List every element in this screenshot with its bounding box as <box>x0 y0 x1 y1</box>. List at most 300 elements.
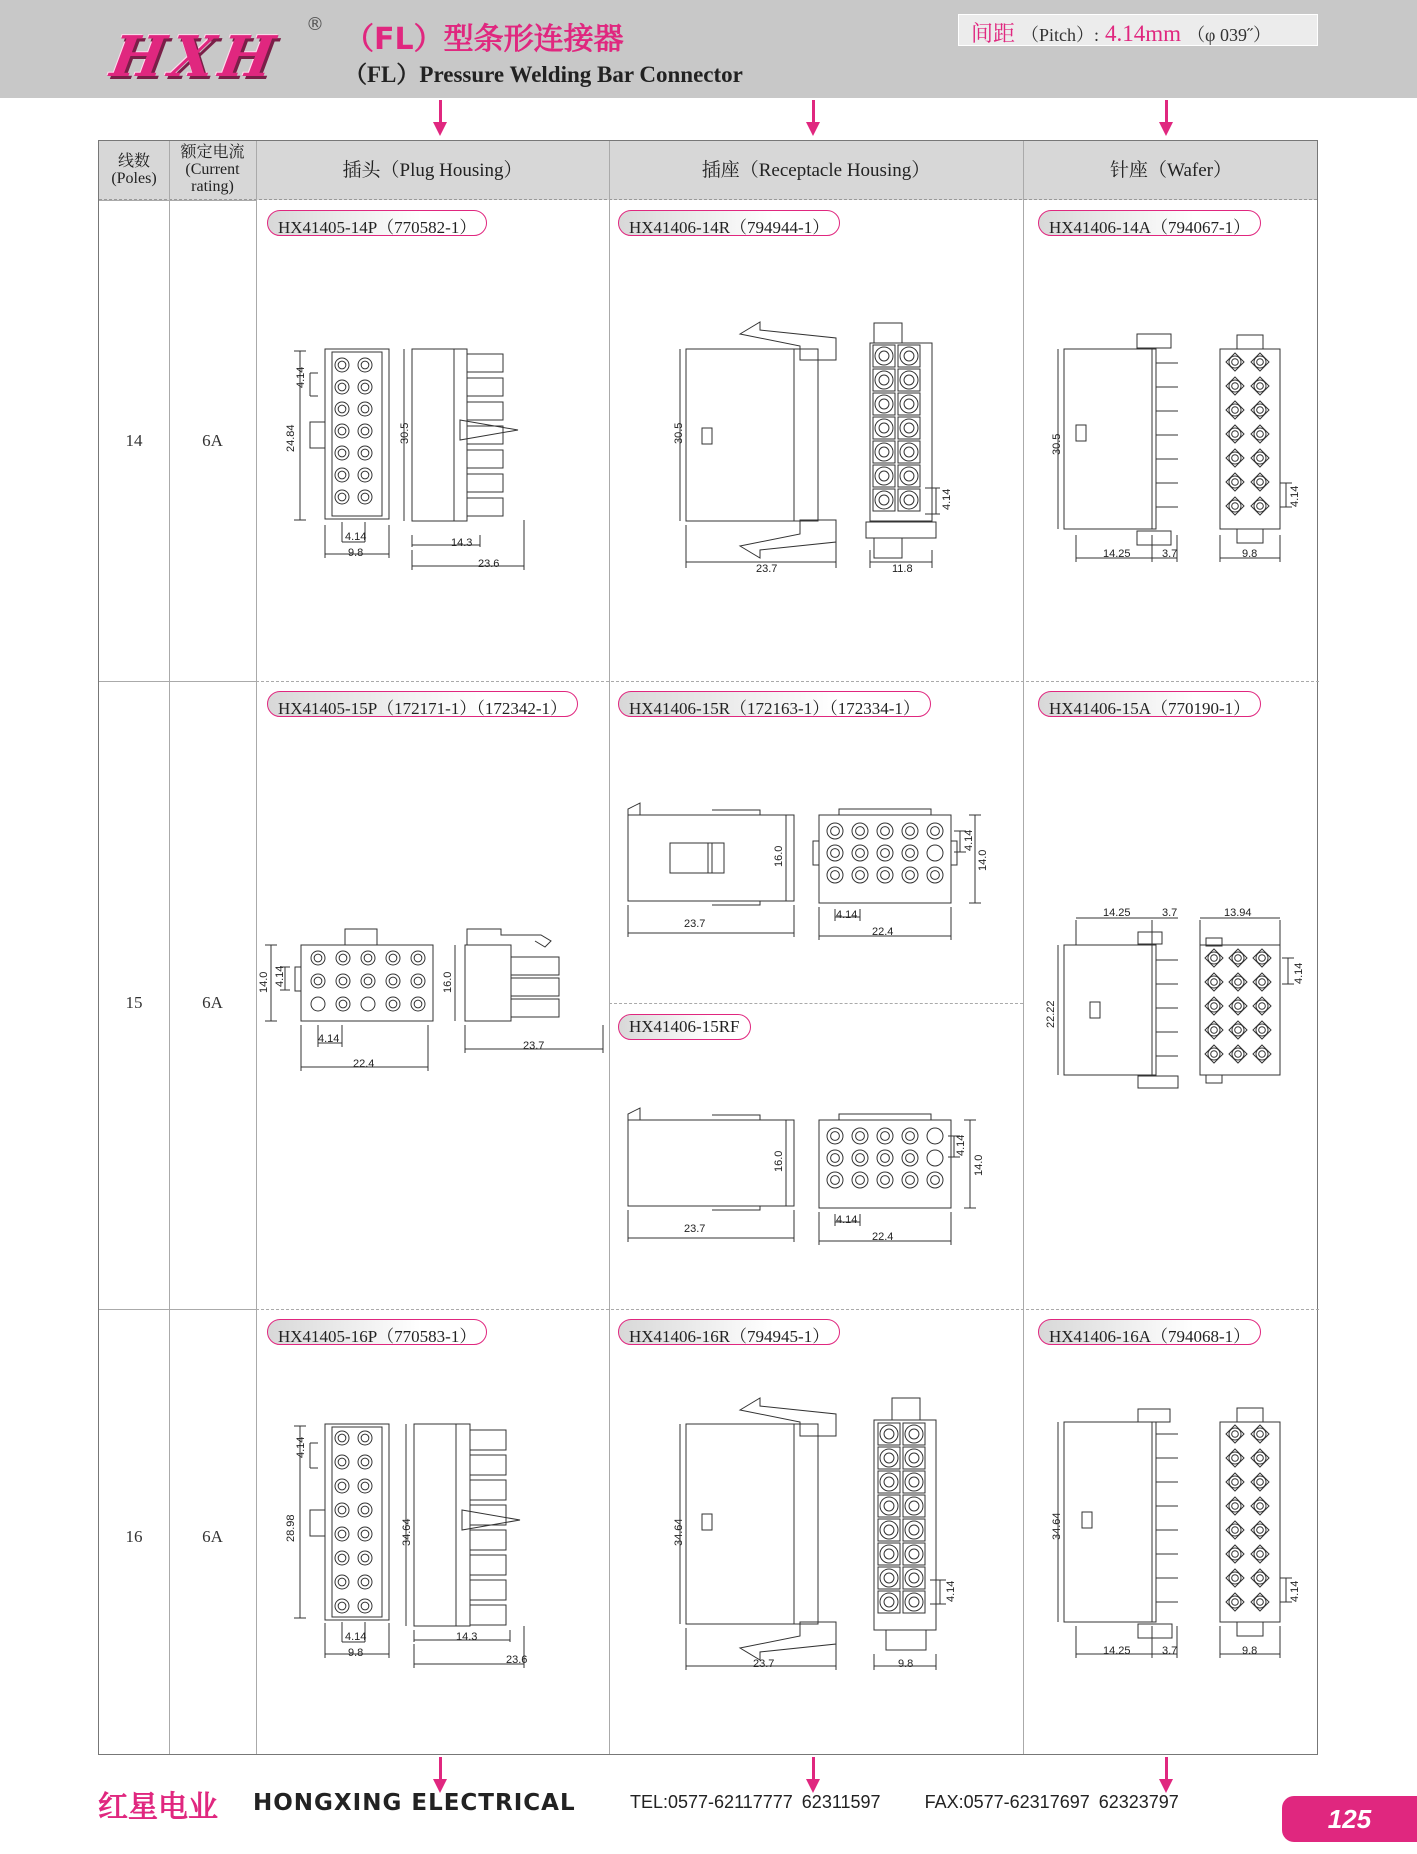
pin-cavity-inner <box>909 1573 919 1583</box>
pin-cavity <box>1254 500 1266 512</box>
pin-cavity-inner <box>904 351 914 361</box>
pin-cavity <box>1229 1428 1241 1440</box>
pin-cavity <box>311 951 325 965</box>
dim-label: 23.7 <box>684 918 706 930</box>
pin-cavity <box>335 1431 349 1445</box>
pin-cavity-inner <box>361 1530 369 1538</box>
cavity-frame <box>903 1519 925 1541</box>
pin-cavity <box>1254 1452 1266 1464</box>
cavity-frame <box>898 465 920 487</box>
pin-cavity-inner <box>1257 1503 1264 1510</box>
pin-cavity <box>358 1575 372 1589</box>
pin-cavity <box>827 1128 843 1144</box>
pin-cavity <box>335 380 349 394</box>
pin-cavity <box>336 951 350 965</box>
pin-cavity-inner <box>1259 955 1266 962</box>
pin-cavity <box>900 467 918 485</box>
cavity-frame <box>878 1495 900 1517</box>
dim-label: 23.7 <box>753 1658 775 1670</box>
pin-cavity-inner <box>1232 383 1239 390</box>
pin-cavity <box>335 446 349 460</box>
dim-label: 4.14 <box>1293 962 1305 984</box>
pin-cavity-inner <box>906 1154 915 1163</box>
cavity-frame <box>903 1423 925 1445</box>
pitch-label-cn: 间距 <box>971 22 1016 47</box>
pin-cavity-inner <box>1232 431 1239 438</box>
pin-cavity-inner <box>906 1132 915 1141</box>
part-tag: HX41405-14P（770582-1） <box>267 210 487 236</box>
pin-cavity-inner <box>879 447 889 457</box>
pin-cavity <box>880 1449 898 1467</box>
pin-cavity-inner <box>879 399 889 409</box>
pin-cavity-inner <box>1211 1003 1218 1010</box>
pin-cavity <box>358 424 372 438</box>
dim-label: 16.0 <box>773 845 785 867</box>
pin-cavity <box>877 1172 893 1188</box>
pin-cavity <box>880 1473 898 1491</box>
pin-cavity-inner <box>831 1154 840 1163</box>
dim-label: 4.14 <box>836 909 858 921</box>
pin-cavity <box>880 1521 898 1539</box>
pin-cavity <box>311 997 325 1011</box>
dim-label: 30.5 <box>399 422 411 444</box>
pin-cavity-inner <box>414 954 422 962</box>
dim-label: 23.7 <box>523 1040 545 1052</box>
pin-cavity-inner <box>856 871 865 880</box>
brand-chinese: 红星电业 <box>98 1790 218 1825</box>
pin-cavity-inner <box>338 1578 346 1586</box>
dim-label: 4.14 <box>345 531 367 543</box>
pin-cavity <box>905 1473 923 1491</box>
pin-cavity-inner <box>314 977 322 985</box>
pin-cavity <box>335 402 349 416</box>
dim-label: 14.0 <box>977 849 989 871</box>
pin-cavity <box>358 468 372 482</box>
dim-label: 4.14 <box>1289 485 1301 507</box>
pin-cavity-inner <box>361 383 369 391</box>
dim-label: 22.4 <box>872 926 894 938</box>
pin-cavity <box>1229 1452 1241 1464</box>
arrow-down-icon <box>1159 100 1173 136</box>
pin-cavity <box>927 823 943 839</box>
pin-cavity-inner <box>1232 455 1239 462</box>
pin-cavity <box>1208 1024 1220 1036</box>
pin-cavity-inner <box>1211 1027 1218 1034</box>
dim-label: 28.98 <box>285 1514 297 1542</box>
pin-cavity-inner <box>831 827 840 836</box>
pin-cavity-inner <box>884 1597 894 1607</box>
dim-label: 14.25 <box>1103 1645 1131 1657</box>
pin-cavity-inner <box>338 427 346 435</box>
pin-cavity <box>900 419 918 437</box>
pin-cavity <box>877 823 893 839</box>
pin-cavity <box>358 446 372 460</box>
pin-cavity-inner <box>906 1176 915 1185</box>
pin-cavity-inner <box>1257 359 1264 366</box>
pin-cavity <box>358 1551 372 1565</box>
cavity-frame <box>878 1423 900 1445</box>
pin-cavity-inner <box>909 1501 919 1511</box>
pin-cavity <box>827 1150 843 1166</box>
pin-cavity <box>335 1479 349 1493</box>
pin-cavity-inner <box>364 977 372 985</box>
pin-cavity <box>927 1150 943 1166</box>
cavity-frame <box>873 489 895 511</box>
pin-cavity <box>880 1569 898 1587</box>
pin-cavity <box>880 1425 898 1443</box>
pin-cavity <box>905 1593 923 1611</box>
pin-cavity-inner <box>1235 1003 1242 1010</box>
pin-cavity <box>335 1551 349 1565</box>
pin-cavity <box>1208 976 1220 988</box>
pin-cavity-inner <box>1257 407 1264 414</box>
pin-cavity-inner <box>1235 1051 1242 1058</box>
pin-cavity <box>311 974 325 988</box>
pin-cavity <box>1254 1476 1266 1488</box>
cavity-frame <box>898 417 920 439</box>
pin-cavity <box>411 974 425 988</box>
part-tag: HX41406-16R（794945-1） <box>618 1319 840 1345</box>
dim-label: 4.14 <box>318 1033 340 1045</box>
pin-cavity-inner <box>1235 979 1242 986</box>
pin-cavity <box>1254 404 1266 416</box>
pin-cavity-inner <box>931 871 940 880</box>
page-header <box>0 0 1417 98</box>
pin-cavity <box>1232 976 1244 988</box>
pin-cavity-inner <box>1257 1455 1264 1462</box>
dim-label: 16.0 <box>442 971 454 993</box>
pin-cavity <box>1256 1000 1268 1012</box>
pin-cavity <box>875 443 893 461</box>
pin-cavity-inner <box>389 954 397 962</box>
pin-cavity <box>1229 452 1241 464</box>
pin-cavity-inner <box>909 1453 919 1463</box>
receptacle-housing-drawing <box>660 1392 980 1682</box>
pin-cavity-inner <box>909 1429 919 1439</box>
pin-cavity-inner <box>1232 1479 1239 1486</box>
pin-cavity <box>1254 428 1266 440</box>
pin-cavity <box>411 997 425 1011</box>
title-chinese: （FL）型条形连接器 <box>344 22 624 57</box>
pin-cavity <box>902 845 918 861</box>
dim-label: 14.0 <box>258 971 270 993</box>
dim-label: 22.4 <box>353 1058 375 1070</box>
pin-cavity <box>852 823 868 839</box>
dim-label: 14.25 <box>1103 548 1131 560</box>
pin-cavity <box>335 1455 349 1469</box>
hxh-logo: HXH <box>106 24 286 90</box>
telephone: TEL:0577-62117777 62311597 <box>630 1792 881 1812</box>
pin-cavity <box>1229 500 1241 512</box>
pin-cavity-inner <box>1232 1575 1239 1582</box>
pin-cavity-inner <box>1232 479 1239 486</box>
pin-cavity <box>877 1128 893 1144</box>
pin-cavity <box>361 997 375 1011</box>
pin-cavity <box>411 951 425 965</box>
cavity-frame <box>903 1471 925 1493</box>
pin-cavity-inner <box>831 871 840 880</box>
pin-cavity-inner <box>338 449 346 457</box>
cavity-frame <box>903 1495 925 1517</box>
pin-cavity <box>1229 1500 1241 1512</box>
pin-cavity <box>1229 404 1241 416</box>
pin-cavity-inner <box>361 361 369 369</box>
pin-cavity <box>335 490 349 504</box>
pitch-inch: （φ 039˝） <box>1187 25 1271 45</box>
pin-cavity <box>1208 952 1220 964</box>
pin-cavity <box>852 867 868 883</box>
contact-info <box>630 1792 1179 1813</box>
cavity-frame <box>898 369 920 391</box>
poles-value: 14 <box>125 431 143 450</box>
pin-cavity <box>1254 476 1266 488</box>
pin-cavity <box>827 845 843 861</box>
pin-cavity <box>877 845 893 861</box>
pin-cavity-inner <box>884 1549 894 1559</box>
pin-cavity-inner <box>881 1176 890 1185</box>
pin-cavity-inner <box>339 977 347 985</box>
dim-label: 22.22 <box>1045 1000 1057 1028</box>
column-header-plug: 插头（Plug Housing） <box>342 159 523 181</box>
dim-label: 4.14 <box>836 1214 858 1226</box>
pin-cavity <box>902 1150 918 1166</box>
title-english: （FL）Pressure Welding Bar Connector <box>344 62 743 87</box>
pin-cavity <box>335 1503 349 1517</box>
pin-cavity <box>880 1497 898 1515</box>
pin-cavity <box>900 491 918 509</box>
pin-cavity <box>1254 1572 1266 1584</box>
pin-cavity-inner <box>1257 455 1264 462</box>
plug-housing-drawing <box>280 340 580 580</box>
pin-cavity-inner <box>881 1154 890 1163</box>
pin-cavity <box>880 1545 898 1563</box>
wafer-drawing <box>1040 900 1310 1095</box>
pin-cavity <box>875 467 893 485</box>
pin-cavity-inner <box>856 1132 865 1141</box>
dim-label: 14.3 <box>451 537 473 549</box>
dim-label: 22.4 <box>872 1231 894 1243</box>
pin-cavity <box>905 1425 923 1443</box>
pin-cavity <box>900 347 918 365</box>
pin-cavity-inner <box>338 1554 346 1562</box>
pin-cavity <box>927 845 943 861</box>
receptacle-housing-drawing <box>660 310 980 580</box>
pin-cavity <box>905 1449 923 1467</box>
pin-cavity-inner <box>361 405 369 413</box>
pin-cavity-inner <box>884 1477 894 1487</box>
pin-cavity <box>900 371 918 389</box>
pin-cavity-inner <box>879 375 889 385</box>
dim-label: 9.8 <box>898 1658 914 1670</box>
pin-cavity-inner <box>1232 503 1239 510</box>
pin-cavity-inner <box>1232 407 1239 414</box>
pin-cavity <box>852 1128 868 1144</box>
pin-cavity <box>902 1128 918 1144</box>
pin-cavity-inner <box>339 954 347 962</box>
dim-label: 14.25 <box>1103 907 1131 919</box>
pin-cavity <box>358 490 372 504</box>
pin-cavity <box>1208 1048 1220 1060</box>
pin-cavity <box>1254 452 1266 464</box>
dim-label: 4.14 <box>1289 1580 1301 1602</box>
pin-cavity <box>361 951 375 965</box>
pin-cavity-inner <box>338 493 346 501</box>
arrow-down-icon <box>433 100 447 136</box>
pitch-value: 4.14mm <box>1105 21 1182 46</box>
pin-cavity-inner <box>361 1602 369 1610</box>
pin-cavity <box>358 1431 372 1445</box>
pin-cavity-inner <box>1232 1599 1239 1606</box>
pin-cavity-inner <box>879 495 889 505</box>
pin-cavity-inner <box>338 1482 346 1490</box>
pin-cavity-inner <box>909 1477 919 1487</box>
pin-cavity-inner <box>361 1578 369 1586</box>
pin-cavity <box>358 358 372 372</box>
cavity-frame <box>878 1567 900 1589</box>
current-value: 6A <box>202 993 223 1012</box>
pin-cavity <box>335 468 349 482</box>
pin-cavity-inner <box>831 1132 840 1141</box>
dim-label: 4.14 <box>963 829 975 851</box>
current-value: 6A <box>202 1527 223 1546</box>
pin-cavity <box>1232 1000 1244 1012</box>
pin-cavity <box>1232 1048 1244 1060</box>
pin-cavity-inner <box>339 1000 347 1008</box>
pin-cavity <box>1229 356 1241 368</box>
dim-label: 23.6 <box>478 558 500 570</box>
pin-cavity-inner <box>906 849 915 858</box>
pin-cavity <box>927 1172 943 1188</box>
pin-cavity <box>827 1172 843 1188</box>
pin-cavity-inner <box>1211 955 1218 962</box>
pin-cavity-inner <box>931 827 940 836</box>
pin-cavity <box>1254 1596 1266 1608</box>
cavity-frame <box>878 1447 900 1469</box>
pin-cavity-inner <box>884 1429 894 1439</box>
pin-cavity-inner <box>338 1506 346 1514</box>
dim-label: 34.64 <box>1051 1512 1063 1540</box>
dim-label: 14.0 <box>973 1154 985 1176</box>
pin-cavity <box>336 974 350 988</box>
wafer-drawing <box>1040 1400 1310 1670</box>
pin-cavity-inner <box>1257 1527 1264 1534</box>
pin-cavity-inner <box>909 1549 919 1559</box>
page-footer <box>0 1782 1417 1854</box>
dim-label: 9.8 <box>1242 548 1258 560</box>
brand-english: HONGXING ELECTRICAL <box>253 1790 576 1816</box>
dim-label: 9.8 <box>1242 1645 1258 1657</box>
part-tag: HX41405-16P（770583-1） <box>267 1319 487 1345</box>
pin-cavity <box>1229 428 1241 440</box>
part-tag: HX41406-14A（794067-1） <box>1038 210 1261 236</box>
pin-cavity <box>358 1479 372 1493</box>
pin-cavity-inner <box>879 351 889 361</box>
dim-label: 34.64 <box>673 1518 685 1546</box>
pin-cavity <box>875 395 893 413</box>
dim-label: 4.14 <box>345 1631 367 1643</box>
pin-cavity-inner <box>881 849 890 858</box>
pin-cavity-inner <box>364 954 372 962</box>
pin-cavity-inner <box>361 1554 369 1562</box>
dim-label: 9.8 <box>348 1647 364 1659</box>
part-tag: HX41406-15RF <box>618 1014 751 1040</box>
pin-cavity <box>902 823 918 839</box>
pin-cavity-inner <box>1259 1027 1266 1034</box>
pin-cavity-inner <box>909 1597 919 1607</box>
pin-cavity-inner <box>884 1573 894 1583</box>
pin-cavity-inner <box>904 399 914 409</box>
dim-label: 14.3 <box>456 1631 478 1643</box>
pin-cavity <box>905 1569 923 1587</box>
pin-cavity-inner <box>1232 1527 1239 1534</box>
dim-label: 13.94 <box>1224 907 1252 919</box>
pin-cavity-inner <box>338 1530 346 1538</box>
pin-cavity <box>386 997 400 1011</box>
pin-cavity <box>386 974 400 988</box>
cavity-frame <box>903 1591 925 1613</box>
cavity-frame <box>873 465 895 487</box>
pin-cavity <box>905 1521 923 1539</box>
cavity-frame <box>898 393 920 415</box>
pin-cavity <box>902 867 918 883</box>
pin-cavity <box>336 997 350 1011</box>
pin-cavity <box>335 358 349 372</box>
pin-cavity <box>852 845 868 861</box>
pin-cavity-inner <box>879 471 889 481</box>
pin-cavity <box>1256 1024 1268 1036</box>
pin-cavity <box>877 1150 893 1166</box>
pin-cavity-inner <box>361 1434 369 1442</box>
pin-cavity <box>827 823 843 839</box>
pin-cavity <box>900 395 918 413</box>
pin-cavity <box>335 424 349 438</box>
pin-cavity <box>1254 1500 1266 1512</box>
pin-cavity <box>1208 1000 1220 1012</box>
pin-cavity-inner <box>856 1154 865 1163</box>
column-header-current: 额定电流 (Current rating) <box>180 144 245 195</box>
dim-label: 3.7 <box>1162 907 1178 919</box>
pin-cavity-inner <box>831 849 840 858</box>
dim-label: 16.0 <box>773 1150 785 1172</box>
pin-cavity <box>902 1172 918 1188</box>
pin-cavity <box>1254 1524 1266 1536</box>
dim-label: 34.64 <box>401 1518 413 1546</box>
poles-value: 15 <box>125 993 143 1012</box>
part-tag: HX41406-14R（794944-1） <box>618 210 840 236</box>
pin-cavity-inner <box>1232 1551 1239 1558</box>
pin-cavity-inner <box>338 361 346 369</box>
pin-cavity-inner <box>904 495 914 505</box>
dim-label: 4.14 <box>955 1134 967 1156</box>
current-value: 6A <box>202 431 223 450</box>
pin-cavity <box>1229 1476 1241 1488</box>
dim-label: 3.7 <box>1162 548 1178 560</box>
pin-cavity <box>358 1599 372 1613</box>
pin-cavity-inner <box>884 1525 894 1535</box>
registered-mark: ® <box>306 14 324 35</box>
pin-cavity <box>1254 356 1266 368</box>
page-number: 125 <box>1282 1796 1417 1842</box>
receptacle-housing-drawing <box>620 795 1020 945</box>
dim-label: 4.14 <box>945 1580 957 1602</box>
poles-value: 16 <box>125 1527 143 1546</box>
cavity-frame <box>878 1591 900 1613</box>
pin-cavity <box>386 951 400 965</box>
dim-label: 23.6 <box>506 1654 528 1666</box>
cavity-frame <box>873 345 895 367</box>
pin-cavity <box>927 867 943 883</box>
pin-cavity-inner <box>881 827 890 836</box>
